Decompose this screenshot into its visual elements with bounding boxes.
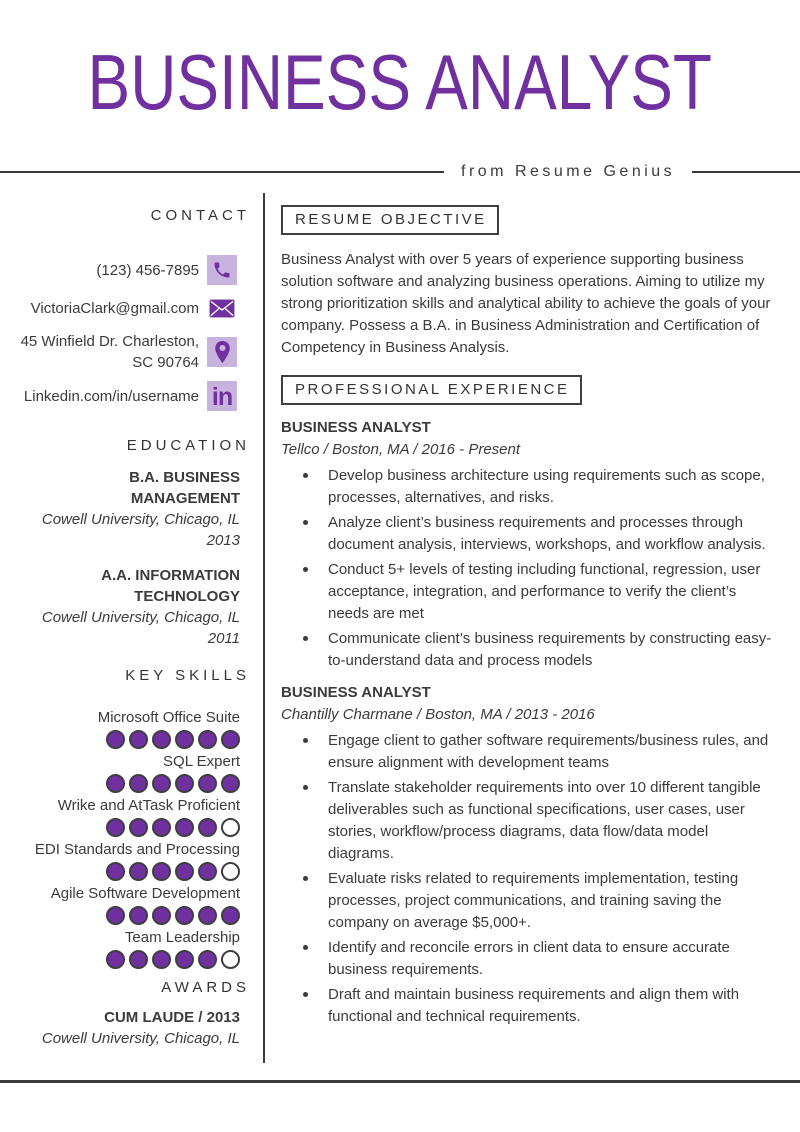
skill-dot-filled [152,906,171,925]
skill-name: Wrike and AtTask Proficient [57,797,240,814]
job-entry [281,417,778,672]
skill-dot-empty [221,818,240,837]
skill-rating [0,774,240,793]
skill-dot-filled [129,906,148,925]
education-school: Cowell University, Chicago, IL [41,511,240,528]
jobs-list [281,417,778,1028]
job-bullet [281,465,778,509]
skill-dot-filled [221,906,240,925]
skill-item [0,751,250,793]
skill-dot-filled [198,862,217,881]
education-heading: EDUCATION [126,437,250,454]
skill-name: Team Leadership [124,929,240,946]
bullet-icon [303,473,308,478]
job-bullet [281,984,778,1028]
skill-rating [0,906,240,925]
skill-item [0,883,250,925]
bullet-text: Engage client to gather software requirements/business rules, and ensure alignment with development teams [328,732,769,771]
education-degree: A.A. INFORMATION TECHNOLOGY [101,567,240,605]
skill-dot-filled [152,950,171,969]
column-divider [263,193,265,1063]
job-bullet [281,868,778,934]
skill-rating [0,818,240,837]
skill-dot-filled [175,730,194,749]
phone-icon [207,255,237,285]
contact-item-text: (123) 456-7895 [96,261,199,279]
footer-divider [0,1080,800,1083]
bullet-icon [303,636,308,641]
contact-item [0,293,250,323]
bullet-icon [303,567,308,572]
skill-dot-filled [129,950,148,969]
education-entry [0,467,250,551]
contact-item [0,381,250,411]
skill-dot-filled [175,818,194,837]
professional-experience-heading: PROFESSIONAL EXPERIENCE [295,381,570,398]
skill-dot-filled [198,774,217,793]
skill-dot-filled [198,730,217,749]
resume-objective-heading: RESUME OBJECTIVE [295,211,487,228]
skill-dot-filled [129,730,148,749]
bullet-text: Communicate client’s business requirements by constructing easy- to-understand data and process models [328,630,772,669]
contact-item-text: Linkedin.com/in/username [23,387,199,405]
skill-item [0,839,250,881]
skill-dot-filled [106,774,125,793]
skill-item [0,707,250,749]
education-year: 2013 [206,532,240,549]
job-title: BUSINESS ANALYST [281,684,431,701]
skill-dot-filled [175,862,194,881]
bullet-text: Identify and reconcile errors in client data to ensure accurate business requirements. [328,939,730,978]
bullet-text: Draft and maintain business requirements and align them with functional and technical requirements. [328,986,740,1025]
bullet-text: Conduct 5+ levels of testing including functional, regression, user acceptance, integration, and performance to verify the client’s needs are met [328,561,761,622]
awards-list [0,1007,250,1049]
skill-dot-filled [152,730,171,749]
education-list [0,467,250,649]
tagline-divider [0,160,800,184]
skill-name: Agile Software Development [50,885,240,902]
skill-dot-filled [175,774,194,793]
skill-dot-filled [198,906,217,925]
job-bullets [281,730,778,1028]
skill-dot-filled [175,906,194,925]
skill-dot-filled [106,730,125,749]
education-degree: B.A. BUSINESS MANAGEMENT [129,469,240,507]
awards-heading: AWARDS [161,979,250,996]
tagline-line-left [0,171,444,173]
email-icon [207,293,237,323]
job-title: BUSINESS ANALYST [281,419,431,436]
linkedin-icon: in [207,381,237,411]
job-meta: Chantilly Charmane / Boston, MA / 2013 - 2016 [281,706,595,723]
skill-dot-filled [152,818,171,837]
bullet-icon [303,945,308,950]
skill-dot-empty [221,950,240,969]
main-content [281,195,778,1031]
contact-list [0,255,250,411]
professional-experience-heading-box [281,375,582,405]
skill-dot-filled [129,818,148,837]
bullet-icon [303,785,308,790]
resume-objective-text: Business Analyst with over 5 years of experience supporting business solution software and analyzing business operations. Aiming to utilize my strong prioritization skills and analytical ability to achieve the goals of your company. Possess a B.A. in Business Administration and Certification of Competency in Business Analysis. [281,251,771,356]
bullet-icon [303,992,308,997]
bullet-text: Evaluate risks related to requirements implementation, testing processes, project communications, and training saving the company on average $5,000+. [328,870,739,931]
resume-objective-heading-box [281,205,499,235]
key-skills-list [0,707,250,969]
key-skills-heading: KEY SKILLS [125,667,250,684]
education-entry [0,565,250,649]
bullet-text: Analyze client’s business requirements and processes through document analysis, interviews, workshops, and workflow analysis. [328,514,766,553]
skill-name: EDI Standards and Processing [34,841,240,858]
tagline-text: from Resume Genius [461,163,676,180]
skill-dot-filled [106,862,125,881]
skill-name: Microsoft Office Suite [97,709,240,726]
sidebar [0,195,250,1049]
skill-rating [0,730,240,749]
award-school: Cowell University, Chicago, IL [41,1030,240,1047]
page-title-text: BUSINESS ANALYST [87,38,713,126]
skill-rating [0,862,240,881]
skill-dot-filled [175,950,194,969]
skill-dot-filled [152,862,171,881]
education-year: 2011 [207,630,240,647]
award-title: CUM LAUDE / 2013 [104,1009,240,1026]
skill-dot-filled [106,906,125,925]
skill-rating [0,950,240,969]
skill-dot-filled [198,950,217,969]
skill-dot-empty [221,862,240,881]
skill-dot-filled [129,774,148,793]
job-meta: Tellco / Boston, MA / 2016 - Present [281,441,521,458]
skill-dot-filled [198,818,217,837]
job-bullets [281,465,778,672]
skill-dot-filled [152,774,171,793]
skill-item [0,927,250,969]
bullet-icon [303,520,308,525]
skill-name: SQL Expert [163,753,240,770]
contact-item-text: VictoriaClark@gmail.com [30,299,199,317]
tagline-line-right [692,171,800,173]
skill-item [0,795,250,837]
contact-item-text: 45 Winfield Dr. Charleston, SC 90764 [20,333,199,371]
bullet-icon [303,738,308,743]
contact-heading: CONTACT [150,207,250,224]
job-bullet [281,512,778,556]
skill-dot-filled [106,950,125,969]
page-title [0,38,800,126]
skill-dot-filled [221,730,240,749]
contact-item [0,331,250,373]
location-icon [207,337,237,367]
skill-dot-filled [129,862,148,881]
job-bullet [281,777,778,865]
award-entry [0,1007,250,1049]
skill-dot-filled [221,774,240,793]
contact-item [0,255,250,285]
job-bullet [281,628,778,672]
job-bullet [281,730,778,774]
skill-dot-filled [106,818,125,837]
bullet-text: Develop business architecture using requirements such as scope, processes, alternatives, and risks. [328,467,765,506]
job-entry [281,682,778,1028]
education-school: Cowell University, Chicago, IL [41,609,240,626]
bullet-icon [303,876,308,881]
bullet-text: Translate stakeholder requirements into over 10 different tangible deliverables such as functional specifications, user cases, user stories, workflow/process diagrams, data flow/data model diagrams. [328,779,761,862]
job-bullet [281,937,778,981]
job-bullet [281,559,778,625]
